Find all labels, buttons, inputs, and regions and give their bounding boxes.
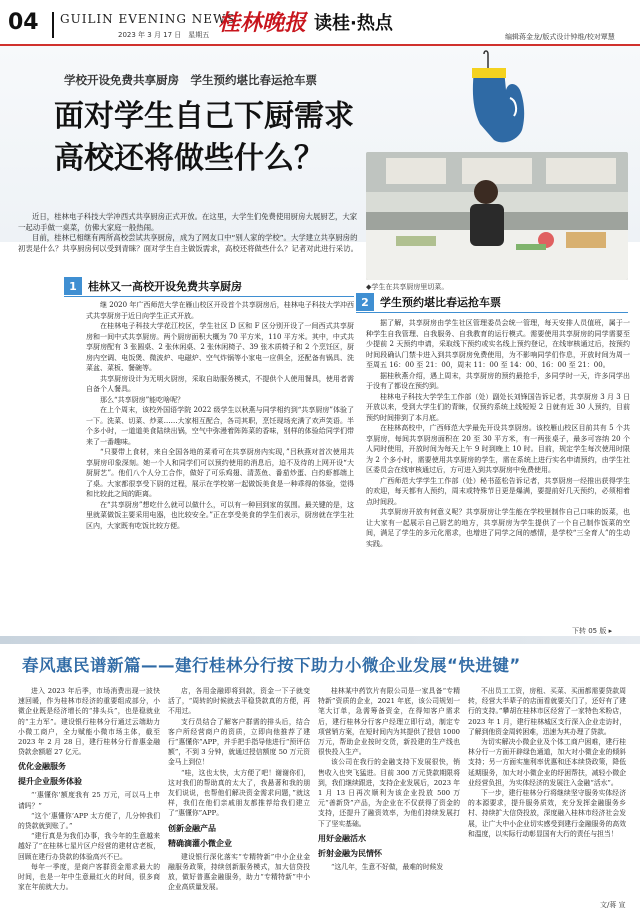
body-paragraph: 该公司在我行的金融支持下发展很快，销售收入也突飞猛进。目前 300 万元贷款期限将到，我们继续跟进，支持企业发展后，2023 年 1 月 13 日再次顺利为该企业投放 500 万元“善新贷”产品，为企业在不仅获得了资金的支持，还提升了融资效率，为他们持续发展打下了坚实基础。 — [318, 758, 460, 828]
paper-logo: 桂林晚报 — [218, 10, 307, 36]
section-2-title: 学生预约堪比春运抢车票 — [380, 296, 501, 309]
body-paragraph: “哇，这也太快，太方便了吧！谢谢你们，这对我们的帮助真的太大了，我悬著和我的朋友们说说，也帮他们解决资金需求问题，”就这样，我们在他们亲戚朋友都推荐给我们建立了“惠懂你”APP。 — [168, 768, 310, 818]
bank-column-1 — [18, 686, 160, 908]
section-1-rule — [64, 296, 354, 297]
page-number: 04 — [8, 10, 39, 35]
subheading: 优化金融服务 — [18, 762, 66, 772]
body-paragraph: 建设银行深化落实“专精特新”中小企业金融服务政策，持续创新服务模式，加大信贷投放，做好普惠金融服务，助力“专精特新”中小企业高质量发展。 — [168, 852, 310, 892]
photo-caption: ◆学生在共享厨房里切菜。 — [366, 283, 449, 291]
paper-name-en: GUILIN EVENING NEWS — [60, 12, 236, 26]
bank-article-headline: 春风惠民谱新篇——建行桂林分行按下助力小微企业发展“快进键” — [22, 656, 521, 675]
editor-credits: 编辑蒋金龙/版式设计钟维/校对覃慧 — [505, 33, 615, 41]
bank-column-4 — [468, 686, 626, 898]
body-paragraph: 店，各用金融即将到款，资金一下子就变活了，“周转的时候就去平稳贷款真的方便，再不用过。 — [168, 687, 310, 716]
body-paragraph: 据桂秋燕介绍，遇上周末，共享厨房的预约最抢手，多同学时一天，许多同学出于没有了都设在预约到。 — [366, 371, 630, 390]
body-paragraph: 共享厨房开放有何意义呢？共享厨房让学生能在学校里制作自己口味的饭菜，也让大家有一起展示自己厨艺的地方，共享厨房为学生提供了一个自己制作饭菜的空间，满足了学生的多元化需求，也增进了同学之间的感情，是学校“三全育人”的生动实践。 — [366, 508, 630, 548]
body-paragraph: “‘惠懂你’额度我有 25 万元，可以马上申请吗？” — [18, 791, 160, 810]
lede-paragraph: 目前，桂林已相继有两所高校尝试共享厨房，成为了网友口中“别人家的学校”。大学建立共享厨房的初衷是什么？共享厨房何以受到青睐？面对学生自主做饭需求，高校还将做些什么？记者对此进行采访。 — [18, 233, 358, 253]
section-2-rule — [356, 312, 628, 313]
body-paragraph: 不出员工工资，房租、买菜、买面都需要贷款周转，经营大半辈子的店面看就要关门了，还好有了建行的支持。”攀胡在桂林市区经营了一家特色米粉店，2023 年 1 月，建行桂林城区支行深入企业走访时，了解到他资金周转困难，迅速为其办理了贷款。 — [468, 687, 626, 736]
author-byline: 文/蒋 宣 — [600, 901, 626, 909]
bank-column-3 — [318, 686, 460, 908]
body-paragraph: 在“共享厨房”想吃什么就可以做什么，可以有一种回到家的氛围。最关键的是，这里就菜做饭主要采用电器，也比较安全。”正在享受美食的学生们表示，厨房就在学生社区内，大家既有吃饭比较方便。 — [86, 500, 354, 530]
kitchen-photo — [366, 152, 628, 280]
oven-mitt-illustration — [464, 50, 534, 146]
article-headline — [54, 96, 354, 180]
subheading: 创新金融产品 — [168, 823, 216, 833]
body-paragraph: “只要带上食材，来自全国各地的菜肴可在共享厨房内实现，”吕秋燕对首次使用共享厨房印象深刻。她一个人和同学们可以预约使用的消息后，迫不及待的上网开设“大厨厨艺”。他们八个人分工合作，做好了可乐鸡翅、清蒸鱼、番茄炒蛋、白灼虾都端上了桌。大家都很享受下厨的过程，展示在学校第一起做饭美食是一种乖得的体验，觉得和比较此之间的距离。 — [86, 448, 354, 498]
masthead — [0, 0, 640, 44]
body-paragraph: 在上个周末，该校外国语学院 2022 级学生以秋燕与同学相约到“共享厨房”体验了一下。洗菜、切菜、炒菜……大家相互配合，各司其职，烹饪现场充满了欢声笑语。半个多小时，一道道美食陆续出锅，空气中弥漫着阵阵菜的香味，别样的体验给同学们带来了一番趣味。 — [86, 406, 354, 446]
masthead-divider — [52, 12, 54, 38]
section-1-number: 1 — [64, 277, 82, 295]
continued-note: 下转 05 版 ▸ — [572, 627, 613, 635]
body-paragraph: 为切实解决小微企业及个体工商户困难，建行桂林分行一方面开辟绿色通道，加大对小微企业的倾斜支持；另一方面实施利率优惠和还本续贷政策，降低延期服务，加大对小微企业的纾困帮扶，减轻小微企业经营负担，为实体经济的发展注入金融“活水”。 — [468, 738, 626, 787]
section-1-heading — [64, 276, 242, 296]
section-1-body — [86, 300, 354, 630]
band-divider — [0, 636, 640, 644]
body-paragraph: 每年一季度，是商户客群资金需求最大的时间，也是一年中生意最红火的时间，很多商家在年前就大力。 — [18, 862, 160, 892]
article-lede — [18, 212, 362, 254]
body-paragraph: 据了解，共享厨房由学生社区管理委员会统一管理，每天安排人员值班，属于一种学生自我管理、自我服务、自我教育的运行模式。需要使用共享厨房的同学需要至少提前 2 天预约申请，采取线下预约或实名线上预约登记，在线审核通过后，按预约时间段确认门禁卡进入到共享厨房免费使用，为不影响同学们作息，开放时间为周一至周五 16：00 至 21：00，周末 11：00 至 14：00、16：00 至 21：00。 — [366, 319, 630, 369]
headline-line-1: 面对学生自己下厨需求 — [54, 99, 354, 134]
section-2-body — [366, 318, 630, 618]
section-1-title: 桂林又一高校开设免费共享厨房 — [88, 280, 242, 293]
bank-column-2 — [168, 686, 310, 908]
body-paragraph: 下一步，建行桂林分行将继续坚守服务实体经济的本源要求，提升服务质效，充分发挥金融服务乡村、持续扩大信贷投放，深度融入桂林市经济社会发展，让广大中小企业切实感受到建行金融服务的高效和温度，以实际行动彰显国有大行的责任与担当！ — [468, 789, 626, 838]
article-kicker: 学校开设免费共享厨房 学生预约堪比春运抢车票 — [64, 73, 317, 87]
body-paragraph: “这几年，生意不好做，最难的时候发 — [331, 862, 444, 871]
subheading: 提升企业服务体验 — [18, 777, 82, 787]
issue-date: 2023 年 3 月 17 日 星期五 — [118, 31, 210, 39]
subheading: 用好金融活水 — [318, 833, 366, 843]
body-paragraph: 桂林电子科技大学学生工作部（处）副处长刘锋国告诉记者，共享厨房 3 月 3 日开放以来，受到大学生们的青睐，仅预约系统上线短短 2 日就有近 30 人预约，目前预约时间排到了本月底。 — [366, 392, 630, 422]
body-paragraph: 进入 2023 年后季，市场消费出现一波快速回暖，作为桂林市经济的重要组成部分，小微企业既是经济增长的“排头兵”，也是稳就业的“主力军”。建设银行桂林分行通过云端助力小微工商户，全力赋能小微市场主体，截至 2023 年 2 月 28 日，建行桂林分行普惠金融贷款余额超 27 亿元。 — [18, 687, 160, 757]
body-paragraph: “这个‘惠懂你’APP 太方便了，几分钟我们的贷款就到账了。” — [18, 811, 160, 831]
body-paragraph: 在桂林电子科技大学花江校区，学生社区 D 区和 F 区分别开设了一间西式共享厨房和一间中式共享厨房。两个厨房面积大概为 70 平方米，110 平方米。其中，中式共享厨房配有 3 张圆桌、2 张休闲桌、2 张休闲椅子、39 张木质椅子和 2 个烹饪区，厨房内空调、电饭煲、微波炉、电磁炉、空气炸锅等小家电一应俱全，还配备有锅具、洗菜盆、菜板、餐碗等。 — [86, 322, 354, 372]
body-paragraph: 支行员结合了解客户群需的排头后，结合客户所经营商户的资质，立即向他推荐了建行“惠懂你”APP，并手把手指导他进行“预评估额”，不到 3 分钟，就通过授信额度 50 万元资金马上到位！ — [168, 717, 310, 767]
body-paragraph: 桂林某中药饮片有限公司是一家具备“专精特新”资质的企业，2021 年底，该公司规划一笔大订单，急需筹备资金，在得知客户需求后，建行桂林分行客户经理立即行动，制定专项营销方案，在短时间内为其提供了授信 1000 万元，帮助企业按时交货，新投建的生产线也很快投入生产。 — [318, 687, 460, 757]
subheading: 精确滴灌小微企业 — [168, 838, 232, 848]
body-paragraph: “建行真是为我们办事，我今年的生意越来越好了”在桂林七星片区户经营的建材店老板，回顾在建行办贷款的体验高兴不已。 — [18, 832, 160, 861]
body-paragraph: 那么“共享厨房”能吃啥呢？ — [100, 395, 185, 404]
body-paragraph: 在桂林高校中，广西师范大学最先开设共享厨房。该校雁山校区目前共有 5 个共享厨房，每间共享厨房面积在 20 至 30 平方米，有一两张桌子，最多可容纳 20 个人同时使用，开放时间为每天上午 9 时到晚上 10 时。目前，规定学生每次使用时限为 2 个多小时，需要使用共享厨房的学生，需在系统上进行实名申请预约，由学生社区委员会在线审核通过后，方可进入到共享厨房中免费使用。 — [366, 424, 630, 474]
section-2-number: 2 — [356, 293, 374, 311]
subheading: 折射金融为民情怀 — [318, 848, 382, 858]
body-paragraph: 继 2020 年广西师范大学在雁山校区开设首个共享厨房后，桂林电子科技大学冲西式共享厨房于近日向学生正式开放。 — [86, 301, 354, 320]
body-paragraph: 共享厨房设计为无明火厨房，采取自助服务模式，不提供个人使用餐具，使用者需自备个人餐具。 — [86, 374, 354, 393]
body-paragraph: 广西师范大学学生工作部（处）秘书蓝松告诉记者，共享厨房一经推出获得学生的欢迎，每天都有人预约，周末或特殊节日更是爆满，要提前好几天预约，必须相着点时间段。 — [366, 476, 630, 506]
section-name: 读桂·热点 — [314, 13, 393, 34]
headline-line-2: 高校还将做些什么？ — [54, 141, 324, 176]
section-2-heading — [356, 292, 501, 312]
lede-paragraph: 近日，桂林电子科技大学冲西式共享厨房正式开放。在这里，大学生们免费使用厨房大展厨艺，大家一起动手做一桌菜，仿佛大家庭一般热闹。 — [18, 212, 358, 232]
